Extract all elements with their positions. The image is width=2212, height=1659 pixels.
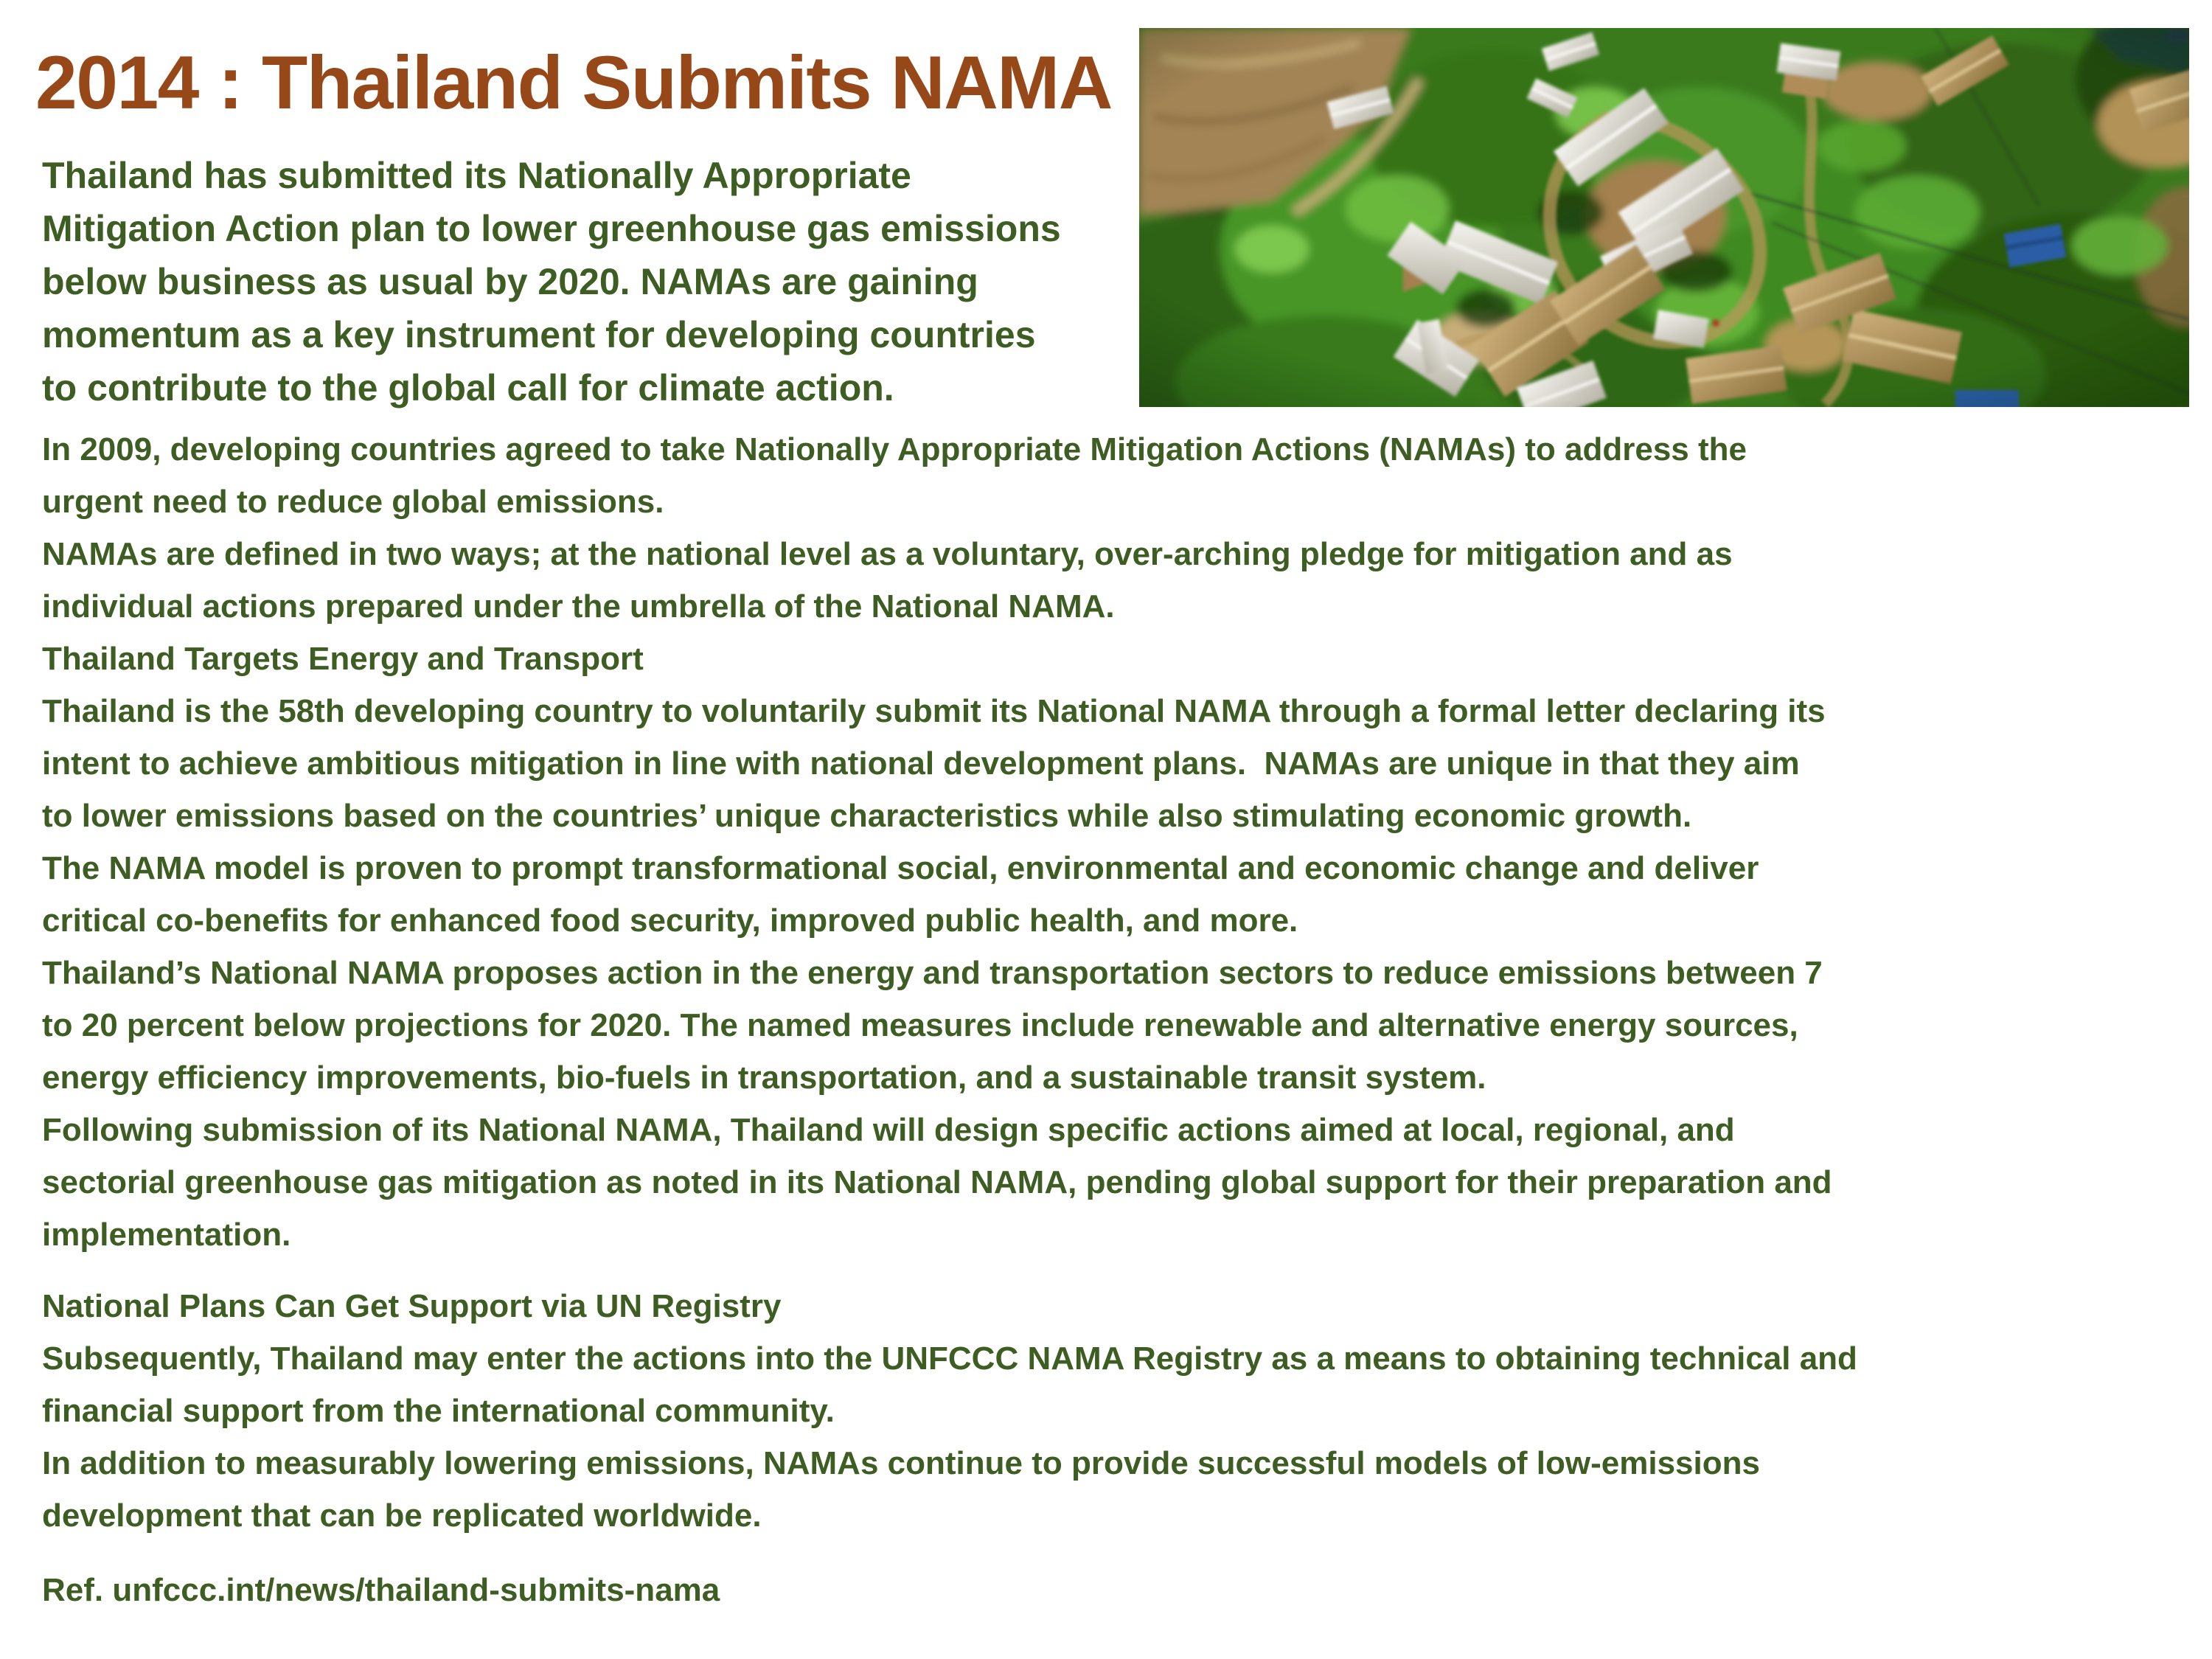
text-line: intent to achieve ambitious mitigation in line with national development plans. NAMAs are unique in that they aim <box>42 745 1800 782</box>
text-line: The NAMA model is proven to prompt transformational social, environmental and economic change and deliver <box>42 850 1759 886</box>
reference-line: Ref. unfccc.int/news/thailand-submits-nama <box>42 1572 720 1608</box>
village-aerial-photo <box>1139 28 2189 407</box>
text-line: Thailand is the 58th developing country to voluntarily submit its National NAMA through a formal letter declaring its <box>42 693 1826 729</box>
text-line: Thailand’s National NAMA proposes action in the energy and transportation sectors to reduce emissions between 7 <box>42 955 1823 991</box>
text-line: energy efficiency improvements, bio-fuels in transportation, and a sustainable transit system. <box>42 1060 1486 1096</box>
photo-vignette <box>1139 28 2189 407</box>
text-line: National Plans Can Get Support via UN Registry <box>42 1288 782 1324</box>
text-line: In 2009, developing countries agreed to take Nationally Appropriate Mitigation Actions (NAMAs) to address the <box>42 431 1747 467</box>
page-title: 2014 : Thailand Submits NAMA <box>35 41 1112 125</box>
text-line: Mitigation Action plan to lower greenhouse gas emissions <box>42 208 1061 249</box>
text-line: to lower emissions based on the countries’ unique characteristics while also stimulating economic growth. <box>42 798 1692 834</box>
text-line: Following submission of its National NAMA, Thailand will design specific actions aimed at local, regional, and <box>42 1112 1735 1148</box>
text-line: urgent need to reduce global emissions. <box>42 484 664 520</box>
text-line: NAMAs are defined in two ways; at the national level as a voluntary, over-arching pledge for mitigation and as <box>42 536 1733 572</box>
text-line: In addition to measurably lowering emissions, NAMAs continue to provide successful models of low-emissions <box>42 1445 1760 1481</box>
text-line: development that can be replicated worldwide. <box>42 1498 762 1534</box>
text-line: momentum as a key instrument for developing countries <box>42 314 1036 355</box>
article-body <box>42 423 1832 1261</box>
text-line: implementation. <box>42 1217 291 1253</box>
photo-illustration <box>1139 28 2189 407</box>
text-line: Thailand Targets Energy and Transport <box>42 641 644 677</box>
text-line: financial support from the international community. <box>42 1393 835 1429</box>
support-section <box>42 1280 1857 1542</box>
text-line: Thailand has submitted its Nationally Appropriate <box>42 155 911 196</box>
text-line: sectorial greenhouse gas mitigation as noted in its National NAMA, pending global support for their preparation and <box>42 1164 1832 1200</box>
text-line: to 20 percent below projections for 2020. The named measures include renewable and alternative energy sources, <box>42 1007 1798 1043</box>
intro-paragraph <box>42 149 1061 414</box>
text-line: below business as usual by 2020. NAMAs are gaining <box>42 261 978 302</box>
text-line: Subsequently, Thailand may enter the actions into the UNFCCC NAMA Registry as a means to obtaining technical and <box>42 1340 1857 1377</box>
text-line: to contribute to the global call for climate action. <box>42 367 894 408</box>
text-line: critical co-benefits for enhanced food security, improved public health, and more. <box>42 902 1298 939</box>
text-line: individual actions prepared under the umbrella of the National NAMA. <box>42 588 1115 625</box>
